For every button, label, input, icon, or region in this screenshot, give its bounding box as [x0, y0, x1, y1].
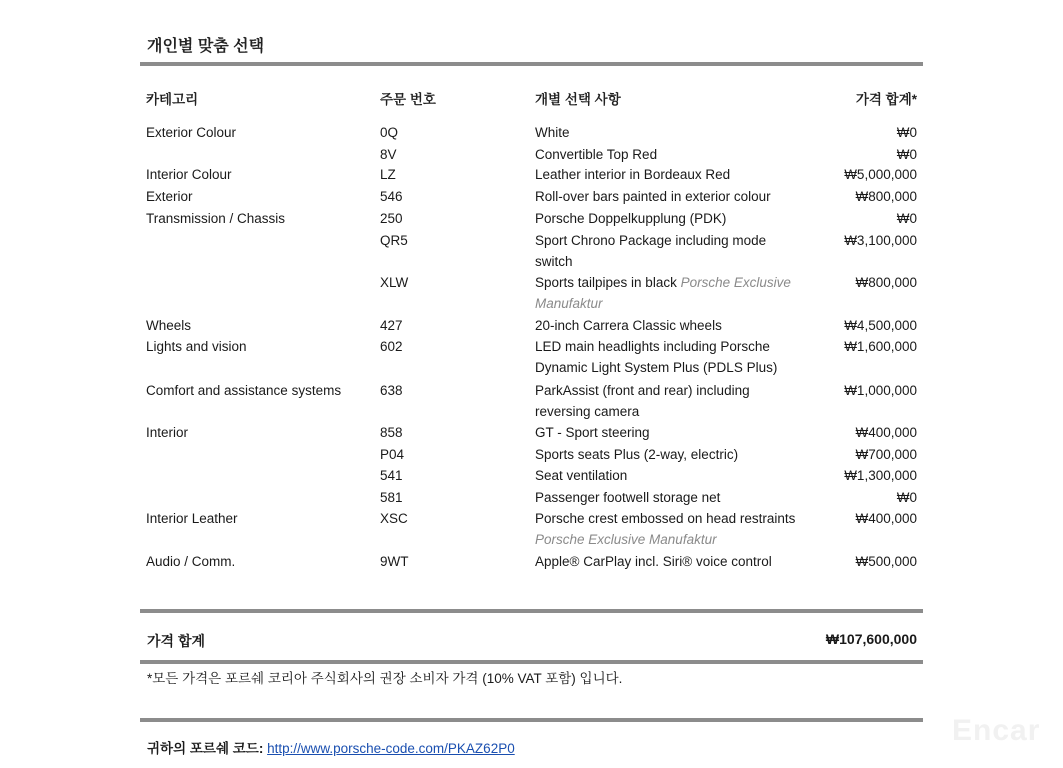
row-price: ₩700,000	[855, 447, 917, 462]
row-code: 546	[380, 189, 403, 204]
row-category: Interior Colour	[146, 167, 232, 182]
row-option: Porsche crest embossed on head restraints Porsche Exclusive Manufaktur	[535, 511, 796, 547]
row-code: 250	[380, 211, 403, 226]
price-footnote: *모든 가격은 포르쉐 코리아 주식회사의 권장 소비자 가격 (10% VAT 포함) 입니다.	[147, 671, 623, 686]
porsche-code-line	[147, 737, 515, 757]
row-option: Leather interior in Bordeaux Red	[535, 167, 731, 182]
row-option: Roll-over bars painted in exterior colour	[535, 189, 771, 204]
row-category: Interior	[146, 425, 189, 440]
row-price: ₩1,000,000	[844, 383, 917, 398]
row-price: ₩3,100,000	[844, 233, 917, 248]
row-code: 9WT	[380, 554, 409, 569]
row-price: ₩1,600,000	[844, 339, 917, 354]
porsche-code-link[interactable]: http://www.porsche-code.com/PKAZ62P0	[267, 741, 515, 756]
row-price: ₩400,000	[855, 511, 917, 526]
row-price: ₩800,000	[855, 275, 917, 290]
row-option: 20-inch Carrera Classic wheels	[535, 318, 722, 333]
row-option: Sports tailpipes in black Porsche Exclusive Manufaktur	[535, 275, 791, 311]
row-code: XSC	[380, 511, 408, 526]
row-price: ₩4,500,000	[844, 318, 917, 333]
row-price: ₩800,000	[855, 189, 917, 204]
row-price: ₩500,000	[855, 554, 917, 569]
row-category: Comfort and assistance systems	[146, 383, 342, 398]
header-category: 카테고리	[146, 92, 199, 107]
total-label: 가격 합계	[147, 633, 205, 649]
row-price: ₩1,300,000	[844, 468, 917, 483]
encar-watermark: Encar	[952, 714, 1041, 747]
row-code: 638	[380, 383, 403, 398]
row-option: Convertible Top Red	[535, 147, 658, 162]
row-code: 858	[380, 425, 403, 440]
row-price: ₩0	[896, 211, 917, 226]
row-option: Sport Chrono Package including mode switch	[535, 233, 767, 269]
row-code: 602	[380, 339, 403, 354]
row-price: ₩0	[896, 125, 917, 140]
row-category: Lights and vision	[146, 339, 247, 354]
row-code: XLW	[380, 275, 409, 290]
row-code: P04	[380, 447, 405, 462]
row-option: Sports seats Plus (2-way, electric)	[535, 447, 739, 462]
title-divider	[140, 62, 923, 66]
row-code: QR5	[380, 233, 408, 248]
row-code: LZ	[380, 167, 396, 182]
page-title: 개인별 맞춤 선택	[147, 38, 265, 55]
row-category: Transmission / Chassis	[146, 211, 286, 226]
row-option: ParkAssist (front and rear) including reversing camera	[535, 383, 750, 419]
total-value: ₩107,600,000	[825, 631, 917, 647]
row-option: Seat ventilation	[535, 468, 628, 483]
row-category: Audio / Comm.	[146, 554, 236, 569]
row-price: ₩5,000,000	[844, 167, 917, 182]
row-category: Exterior	[146, 189, 193, 204]
row-category: Wheels	[146, 318, 192, 333]
row-price: ₩0	[896, 490, 917, 505]
header-order-no: 주문 번호	[380, 92, 436, 107]
row-category: Interior Leather	[146, 511, 238, 526]
footer-divider	[140, 718, 923, 722]
porsche-code-label: 귀하의 포르쉐 코드:	[147, 741, 264, 756]
row-price: ₩400,000	[855, 425, 917, 440]
row-option: Porsche Doppelkupplung (PDK)	[535, 211, 727, 226]
row-option: Passenger footwell storage net	[535, 490, 721, 505]
row-code: 0Q	[380, 125, 399, 140]
row-price: ₩0	[896, 147, 917, 162]
header-option: 개별 선택 사항	[535, 92, 621, 107]
row-code: 8V	[380, 147, 397, 162]
total-divider	[140, 660, 923, 664]
row-category: Exterior Colour	[146, 125, 237, 140]
row-option: LED main headlights including Porsche Dynamic Light System Plus (PDLS Plus)	[535, 339, 778, 375]
row-option: GT - Sport steering	[535, 425, 650, 440]
row-code: 581	[380, 490, 403, 505]
header-price: 가격 합계*	[855, 92, 917, 107]
row-option: Apple® CarPlay incl. Siri® voice control	[535, 554, 772, 569]
row-option: White	[535, 125, 570, 140]
row-code: 541	[380, 468, 403, 483]
table-divider	[140, 609, 923, 613]
row-code: 427	[380, 318, 403, 333]
